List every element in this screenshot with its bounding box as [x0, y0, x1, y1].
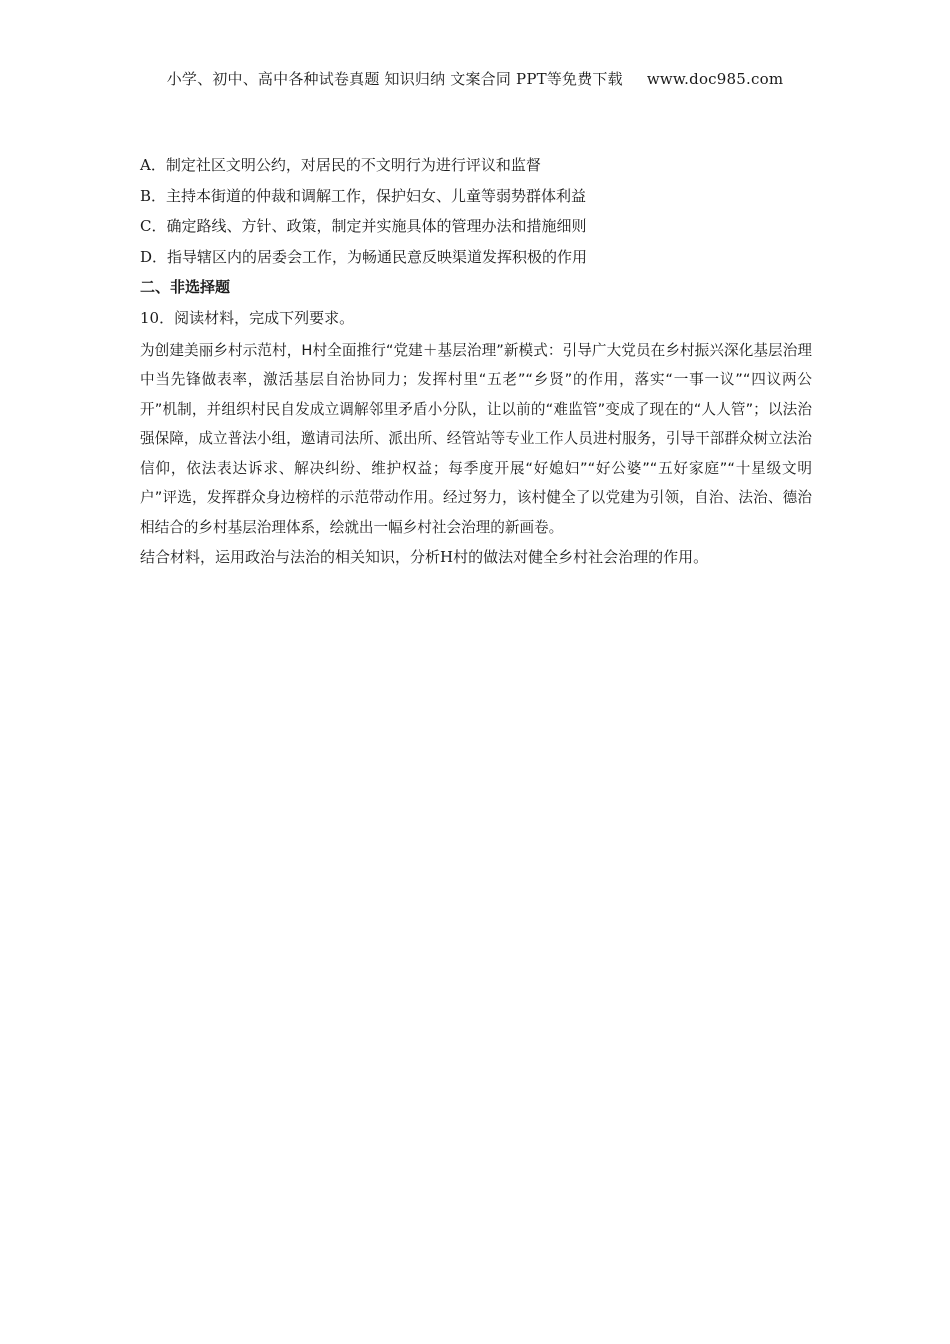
- option-letter: A．: [140, 156, 166, 174]
- option-text: 制定社区文明公约，对居民的不文明行为进行评议和监督: [165, 156, 541, 174]
- option-text: 主持本街道的仲裁和调解工作，保护妇女、儿童等弱势群体利益: [166, 186, 587, 205]
- section-title: 二、非选择题: [140, 278, 231, 296]
- option-letter: C．: [140, 217, 167, 235]
- page-header: [0, 68, 950, 89]
- question-number: 10．: [140, 308, 175, 327]
- option-text: 确定路线、方针、政策，制定并实施具体的管理办法和措施细则: [166, 217, 587, 235]
- question-stem: [140, 303, 812, 333]
- option-letter: D．: [140, 247, 168, 266]
- option-a: [140, 150, 812, 181]
- document-body: [140, 150, 812, 572]
- header-url: www.doc985.com: [646, 70, 784, 88]
- question-task: 结合材料，运用政治与法治的相关知识，分析H村的做法对健全乡村社会治理的作用。: [140, 548, 709, 566]
- question-stem-text: 阅读材料，完成下列要求。: [174, 308, 355, 327]
- option-text: 指导辖区内的居委会工作，为畅通民意反映渠道发挥积极的作用: [167, 247, 588, 266]
- option-letter: B．: [140, 186, 167, 205]
- question-material: 为创建美丽乡村示范村，H村全面推行“党建＋基层治理”新模式：引导广大党员在乡村振兴深化基层治理中当先锋做表率，激活基层自治协同力；发挥村里“五老”“乡贤”的作用，落实“一事一议”“四议两公开”机制，并组织村民自发成立调解邻里矛盾小分队，让以前的“难监管”变成了现在的“人人管”；以法治强保障，成立普法小组，邀请司法所、派出所、经管站等专业工作人员进村服务，引导干部群众树立法治信仰，依法表达诉求、解决纠纷、维护权益；每季度开展“好媳妇”“好公婆”“五好家庭”“十星级文明户”评选，发挥群众身边榜样的示范带动作用。经过努力，该村健全了以党建为引领，自治、法治、德治相结合的乡村基层治理体系，绘就出一幅乡村社会治理的新画卷。: [140, 341, 812, 536]
- option-d: [140, 242, 812, 273]
- header-text: 小学、初中、高中各种试卷真题 知识归纳 文案合同 PPT等免费下载: [166, 70, 623, 88]
- option-b: [140, 181, 812, 212]
- option-c: [140, 211, 812, 242]
